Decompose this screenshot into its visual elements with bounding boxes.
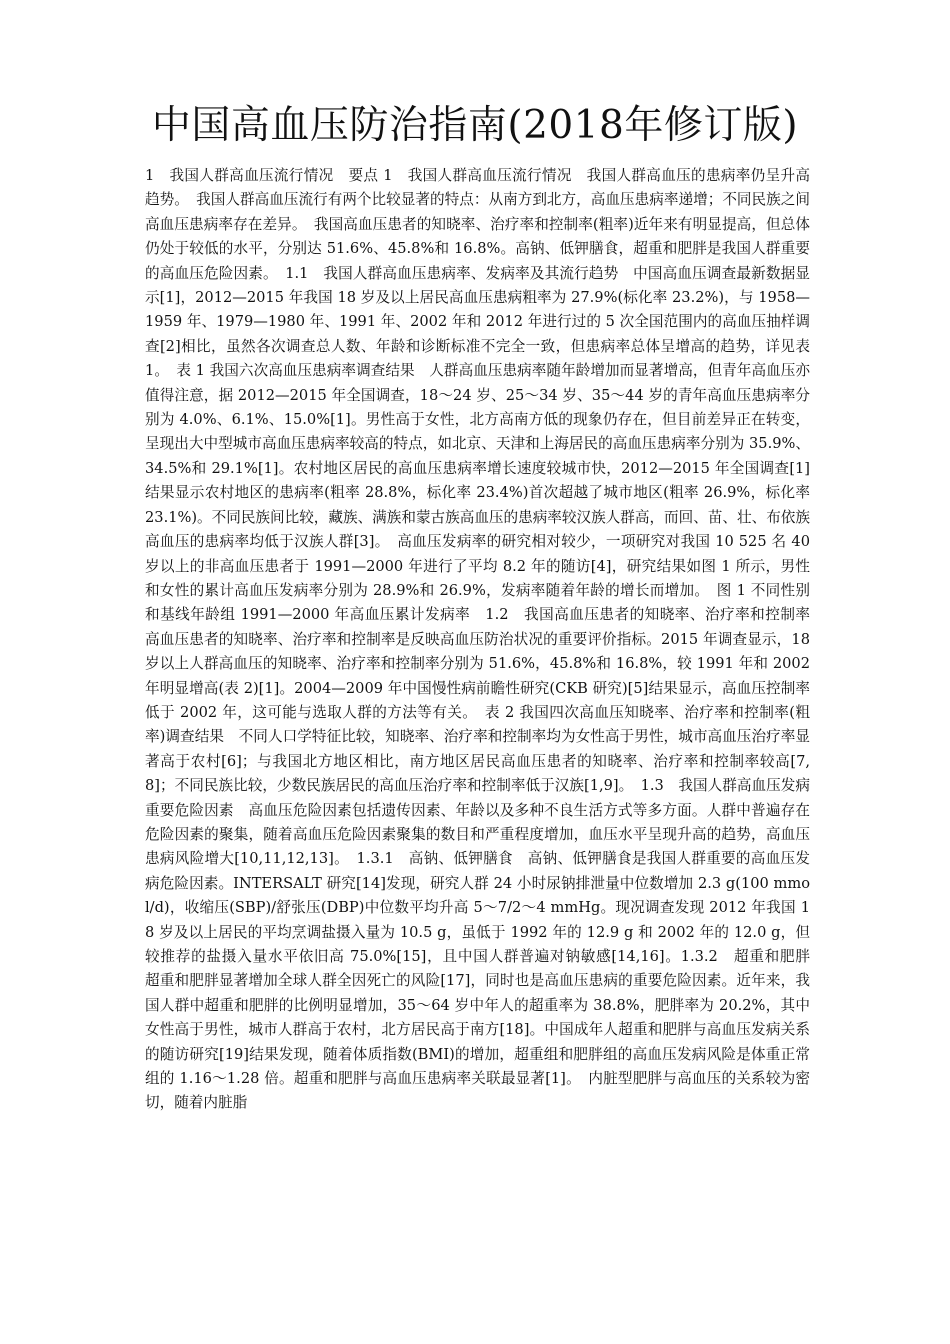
document-body-paragraph: 1 我国人群高血压流行情况 要点 1 我国人群高血压流行情况 我国人群高血压的患病率仍呈升高趋势。 我国人群高血压流行有两个比较显著的特点：从南方到北方，高血压患病率递增；不同民族之间高血压患病率存在差异。 我国高血压患者的知晓率、治疗率和控制率(粗率)近年来有明显提高，但总体仍处于较低的水平，分别达 51.6%、45.8%和 16.8%。高钠、低钾膳食，超重和肥胖是我国人群重要的高血压危险因素。 1.1 我国人群高血压患病率、发病率及其流行趋势 中国高血压调查最新数据显示[1]，2012—2015 年我国 18 岁及以上居民高血压患病粗率为 27.9%(标化率 23.2%)，与 1958—1959 年、1979—1980 年、1991 年、2002 年和 2012 年进行过的 5 次全国范围内的高血压抽样调查[2]相比，虽然各次调查总人数、年龄和诊断标准不完全一致，但患病率总体呈增高的趋势，详见表 1。 表 1 我国六次高血压患病率调查结果 人群高血压患病率随年龄增加而显著增高，但青年高血压亦值得注意，据 2012—2015 年全国调查，18～24 岁、25～34 岁、35～44 岁的青年高血压患病率分别为 4.0%、6.1%、15.0%[1]。男性高于女性，北方高南方低的现象仍存在，但目前差异正在转变，呈现出大中型城市高血压患病率较高的特点，如北京、天津和上海居民的高血压患病率分别为 35.9%、34.5%和 29.1%[1]。农村地区居民的高血压患病率增长速度较城市快，2012—2015 年全国调查[1]结果显示农村地区的患病率(粗率 28.8%，标化率 23.4%)首次超越了城市地区(粗率 26.9%，标化率 23.1%)。不同民族间比较，藏族、满族和蒙古族高血压的患病率较汉族人群高，而回、苗、壮、布依族高血压的患病率均低于汉族人群[3]。 高血压发病率的研究相对较少，一项研究对我国 10 525 名 40 岁以上的非高血压患者于 1991—2000 年进行了平均 8.2 年的随访[4]，研究结果如图 1 所示，男性和女性的累计高血压发病率分别为 28.9%和 26.9%，发病率随着年龄的增长而增加。 图 1 不同性别和基线年龄组 1991—2000 年高血压累计发病率 1.2 我国高血压患者的知晓率、治疗率和控制率 高血压患者的知晓率、治疗率和控制率是反映高血压防治状况的重要评价指标。2015 年调查显示，18 岁以上人群高血压的知晓率、治疗率和控制率分别为 51.6%，45.8%和 16.8%，较 1991 年和 2002 年明显增高(表 2)[1]。2004—2009 年中国慢性病前瞻性研究(CKB 研究)[5]结果显示，高血压控制率低于 2002 年，这可能与选取人群的方法等有关。 表 2 我国四次高血压知晓率、治疗率和控制率(粗率)调查结果 不同人口学特征比较，知晓率、治疗率和控制率均为女性高于男性，城市高血压治疗率显著高于农村[6]；与我国北方地区相比，南方地区居民高血压患者的知晓率、治疗率和控制率较高[7,8]；不同民族比较，少数民族居民的高血压治疗率和控制率低于汉族[1,9]。 1.3 我国人群高血压发病重要危险因素 高血压危险因素包括遗传因素、年龄以及多种不良生活方式等多方面。人群中普遍存在危险因素的聚集，随着高血压危险因素聚集的数目和严重程度增加，血压水平呈现升高的趋势，高血压患病风险增大[10,11,12,13]。 1.3.1 高钠、低钾膳食 高钠、低钾膳食是我国人群重要的高血压发病危险因素。INTERSALT 研究[14]发现，研究人群 24 小时尿钠排泄量中位数增加 2.3 g(100 mmol/d)，收缩压(SBP)/舒张压(DBP)中位数平均升高 5～7/2～4 mmHg。现况调查发现 2012 年我国 18 岁及以上居民的平均烹调盐摄入量为 10.5 g，虽低于 1992 年的 12.9 g 和 2002 年的 12.0 g，但较推荐的盐摄入量水平依旧高 75.0%[15]，且中国人群普遍对钠敏感[14,16]。1.3.2 超重和肥胖 超重和肥胖显著增加全球人群全因死亡的风险[17]，同时也是高血压患病的重要危险因素。近年来，我国人群中超重和肥胖的比例明显增加，35～64 岁中年人的超重率为 38.8%，肥胖率为 20.2%，其中女性高于男性，城市人群高于农村，北方居民高于南方[18]。中国成年人超重和肥胖与高血压发病关系的随访研究[19]结果发现，随着体质指数(BMI)的增加，超重组和肥胖组的高血压发病风险是体重正常组的 1.16～1.28 倍。超重和肥胖与高血压患病率关联最显著[1]。 内脏型肥胖与高血压的关系较为密切，随着内脏脂 — [145, 167, 825, 1112]
document-title: 中国高血压防治指南(2018年修订版) — [151, 103, 799, 148]
